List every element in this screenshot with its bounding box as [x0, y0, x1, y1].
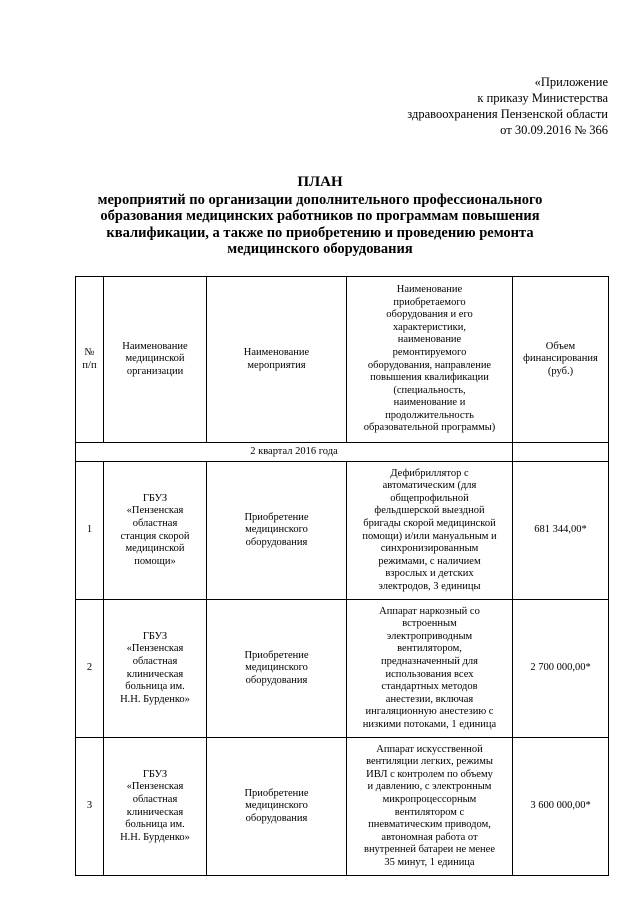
title-line: медицинского оборудования: [227, 241, 413, 257]
row-organization: ГБУЗ «Пензенская областная станция скорой медицинской помощи»: [104, 462, 207, 600]
table-row: [76, 600, 609, 738]
row-equipment: Дефибриллятор с автоматическим (для общепрофильной фельдшерской выездной бригады скорой медицинской помощи) и/или мануальным и синхронизированным режимами, с наличием взрослых и детских электродов, 3 единицы: [347, 462, 513, 600]
table-row: [76, 738, 609, 876]
row-event: Приобретение медицинского оборудования: [207, 600, 347, 738]
row-equipment: Аппарат искусственной вентиляции легких, режимы ИВЛ с контролем по объему и давлению, с электронным микропроцессорным вентилятором с пневматическим приводом, автономная работа от внутренней батареи не менее 35 минут, 1 единица: [347, 738, 513, 876]
row-organization: ГБУЗ «Пензенская областная клиническая больница им. Н.Н. Бурденко»: [104, 600, 207, 738]
row-num: 3: [76, 738, 104, 876]
title-heading: ПЛАН: [297, 174, 343, 190]
header-num: № п/п: [76, 277, 104, 443]
appendix-block: [360, 74, 608, 138]
row-funding: 3 600 000,00*: [513, 738, 609, 876]
title-line: образования медицинских работников по программам повышения: [100, 208, 540, 224]
row-funding: 681 344,00*: [513, 462, 609, 600]
title-line: квалификации, а также по приобретению и проведению ремонта: [106, 224, 534, 241]
header-organization: Наименование медицинской организации: [104, 277, 207, 443]
header-event: Наименование мероприятия: [207, 277, 347, 443]
row-equipment: Аппарат наркозный со встроенным электроприводным вентилятором, предназначенный для использования всех стандартных методов анестезии, включая ингаляционную анестезию с низкими потоками, 1 единица: [347, 600, 513, 738]
row-event: Приобретение медицинского оборудования: [207, 738, 347, 876]
document-title: [90, 174, 550, 258]
appendix-line: от 30.09.2016 № 366: [500, 123, 608, 137]
row-num: 1: [76, 462, 104, 600]
appendix-line: «Приложение: [534, 75, 608, 89]
appendix-line: здравоохранения Пензенской области: [407, 107, 608, 121]
quarter-empty-cell: [513, 443, 609, 462]
row-organization: ГБУЗ «Пензенская областная клиническая больница им. Н.Н. Бурденко»: [104, 738, 207, 876]
quarter-row: [76, 443, 609, 462]
row-event: Приобретение медицинского оборудования: [207, 462, 347, 600]
row-funding: 2 700 000,00*: [513, 600, 609, 738]
row-num: 2: [76, 600, 104, 738]
title-line: мероприятий по организации дополнительного профессионального: [97, 191, 543, 208]
table-row: [76, 462, 609, 600]
quarter-label: 2 квартал 2016 года: [76, 443, 513, 462]
table-header-row: [76, 277, 609, 443]
appendix-line: к приказу Министерства: [477, 91, 608, 105]
plan-table: [75, 276, 609, 876]
header-funding: Объем финансирования (руб.): [513, 277, 609, 443]
header-equipment: Наименование приобретаемого оборудования и его характеристики, наименование ремонтируемого оборудования, направление повышения квалификации (специальность, наименование и продолжительность образовательной программы): [347, 277, 513, 443]
